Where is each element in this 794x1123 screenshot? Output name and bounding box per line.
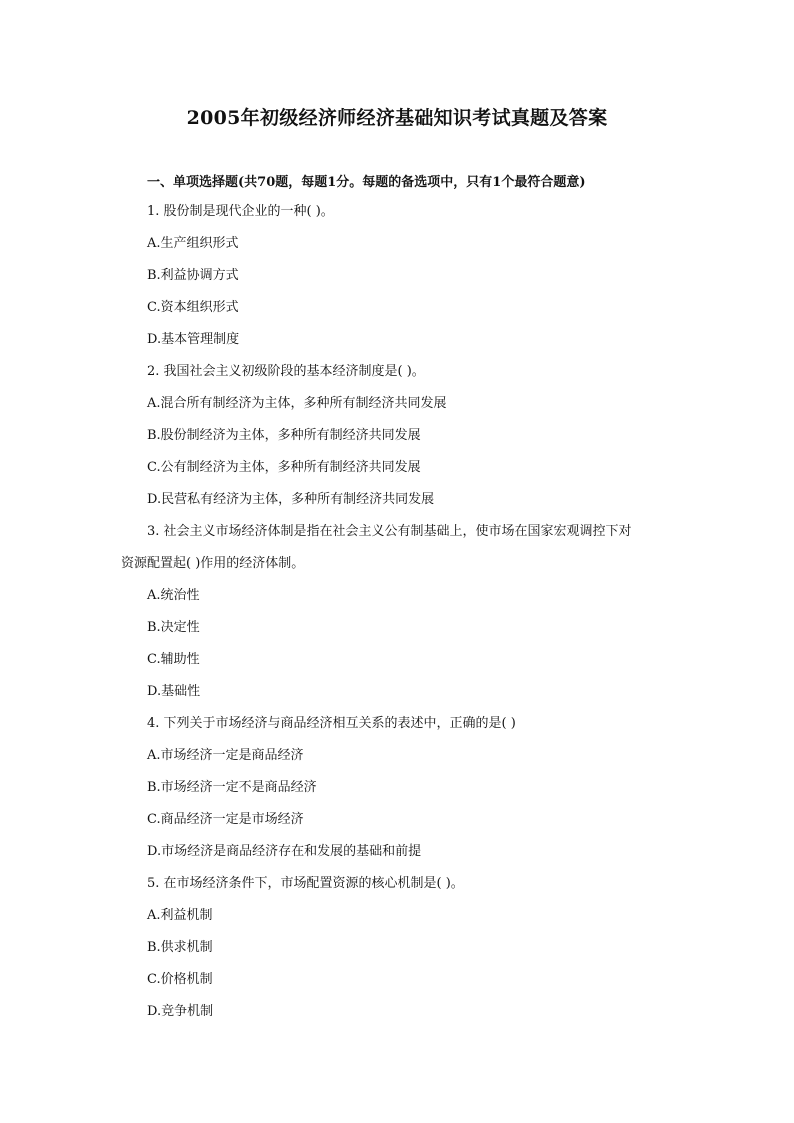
- question-3-option-a: A.统治性: [147, 588, 200, 603]
- question-5-option-a: A.利益机制: [147, 908, 213, 923]
- section-heading: 一、单项选择题(共70题，每题1分。每题的备选项中，只有1个最符合题意): [147, 175, 586, 190]
- question-1-option-c: C.资本组织形式: [147, 300, 239, 315]
- question-2-stem: 2. 我国社会主义初级阶段的基本经济制度是( )。: [147, 364, 425, 379]
- question-5-option-b: B.供求机制: [147, 940, 213, 955]
- question-3-stem-continuation: 资源配置起( )作用的经济体制。: [121, 556, 305, 571]
- question-1-option-d: D.基本管理制度: [147, 332, 240, 347]
- question-3-option-b: B.决定性: [147, 620, 200, 635]
- question-5-option-d: D.竞争机制: [147, 1004, 214, 1019]
- question-2-option-a: A.混合所有制经济为主体，多种所有制经济共同发展: [147, 396, 447, 411]
- question-4-option-b: B.市场经济一定不是商品经济: [147, 780, 317, 795]
- question-4-option-a: A.市场经济一定是商品经济: [147, 748, 304, 763]
- document-title: 2005年初级经济师经济基础知识考试真题及答案: [186, 107, 608, 129]
- question-1-option-b: B.利益协调方式: [147, 268, 239, 283]
- question-2-option-b: B.股份制经济为主体，多种所有制经济共同发展: [147, 428, 421, 443]
- question-1-option-a: A.生产组织形式: [147, 236, 239, 251]
- question-5-option-c: C.价格机制: [147, 972, 213, 987]
- question-4-stem: 4. 下列关于市场经济与商品经济相互关系的表述中，正确的是( ): [147, 716, 516, 731]
- question-2-option-c: C.公有制经济为主体，多种所有制经济共同发展: [147, 460, 421, 475]
- question-3-option-d: D.基础性: [147, 684, 201, 699]
- question-3-option-c: C.辅助性: [147, 652, 200, 667]
- question-4-option-c: C.商品经济一定是市场经济: [147, 812, 304, 827]
- question-2-option-d: D.民营私有经济为主体，多种所有制经济共同发展: [147, 492, 435, 507]
- question-3-stem: 3. 社会主义市场经济体制是指在社会主义公有制基础上，使市场在国家宏观调控下对: [147, 524, 632, 539]
- question-1-stem: 1. 股份制是现代企业的一种( )。: [147, 204, 334, 219]
- question-5-stem: 5. 在市场经济条件下，市场配置资源的核心机制是( )。: [147, 876, 464, 891]
- question-4-option-d: D.市场经济是商品经济存在和发展的基础和前提: [147, 844, 422, 859]
